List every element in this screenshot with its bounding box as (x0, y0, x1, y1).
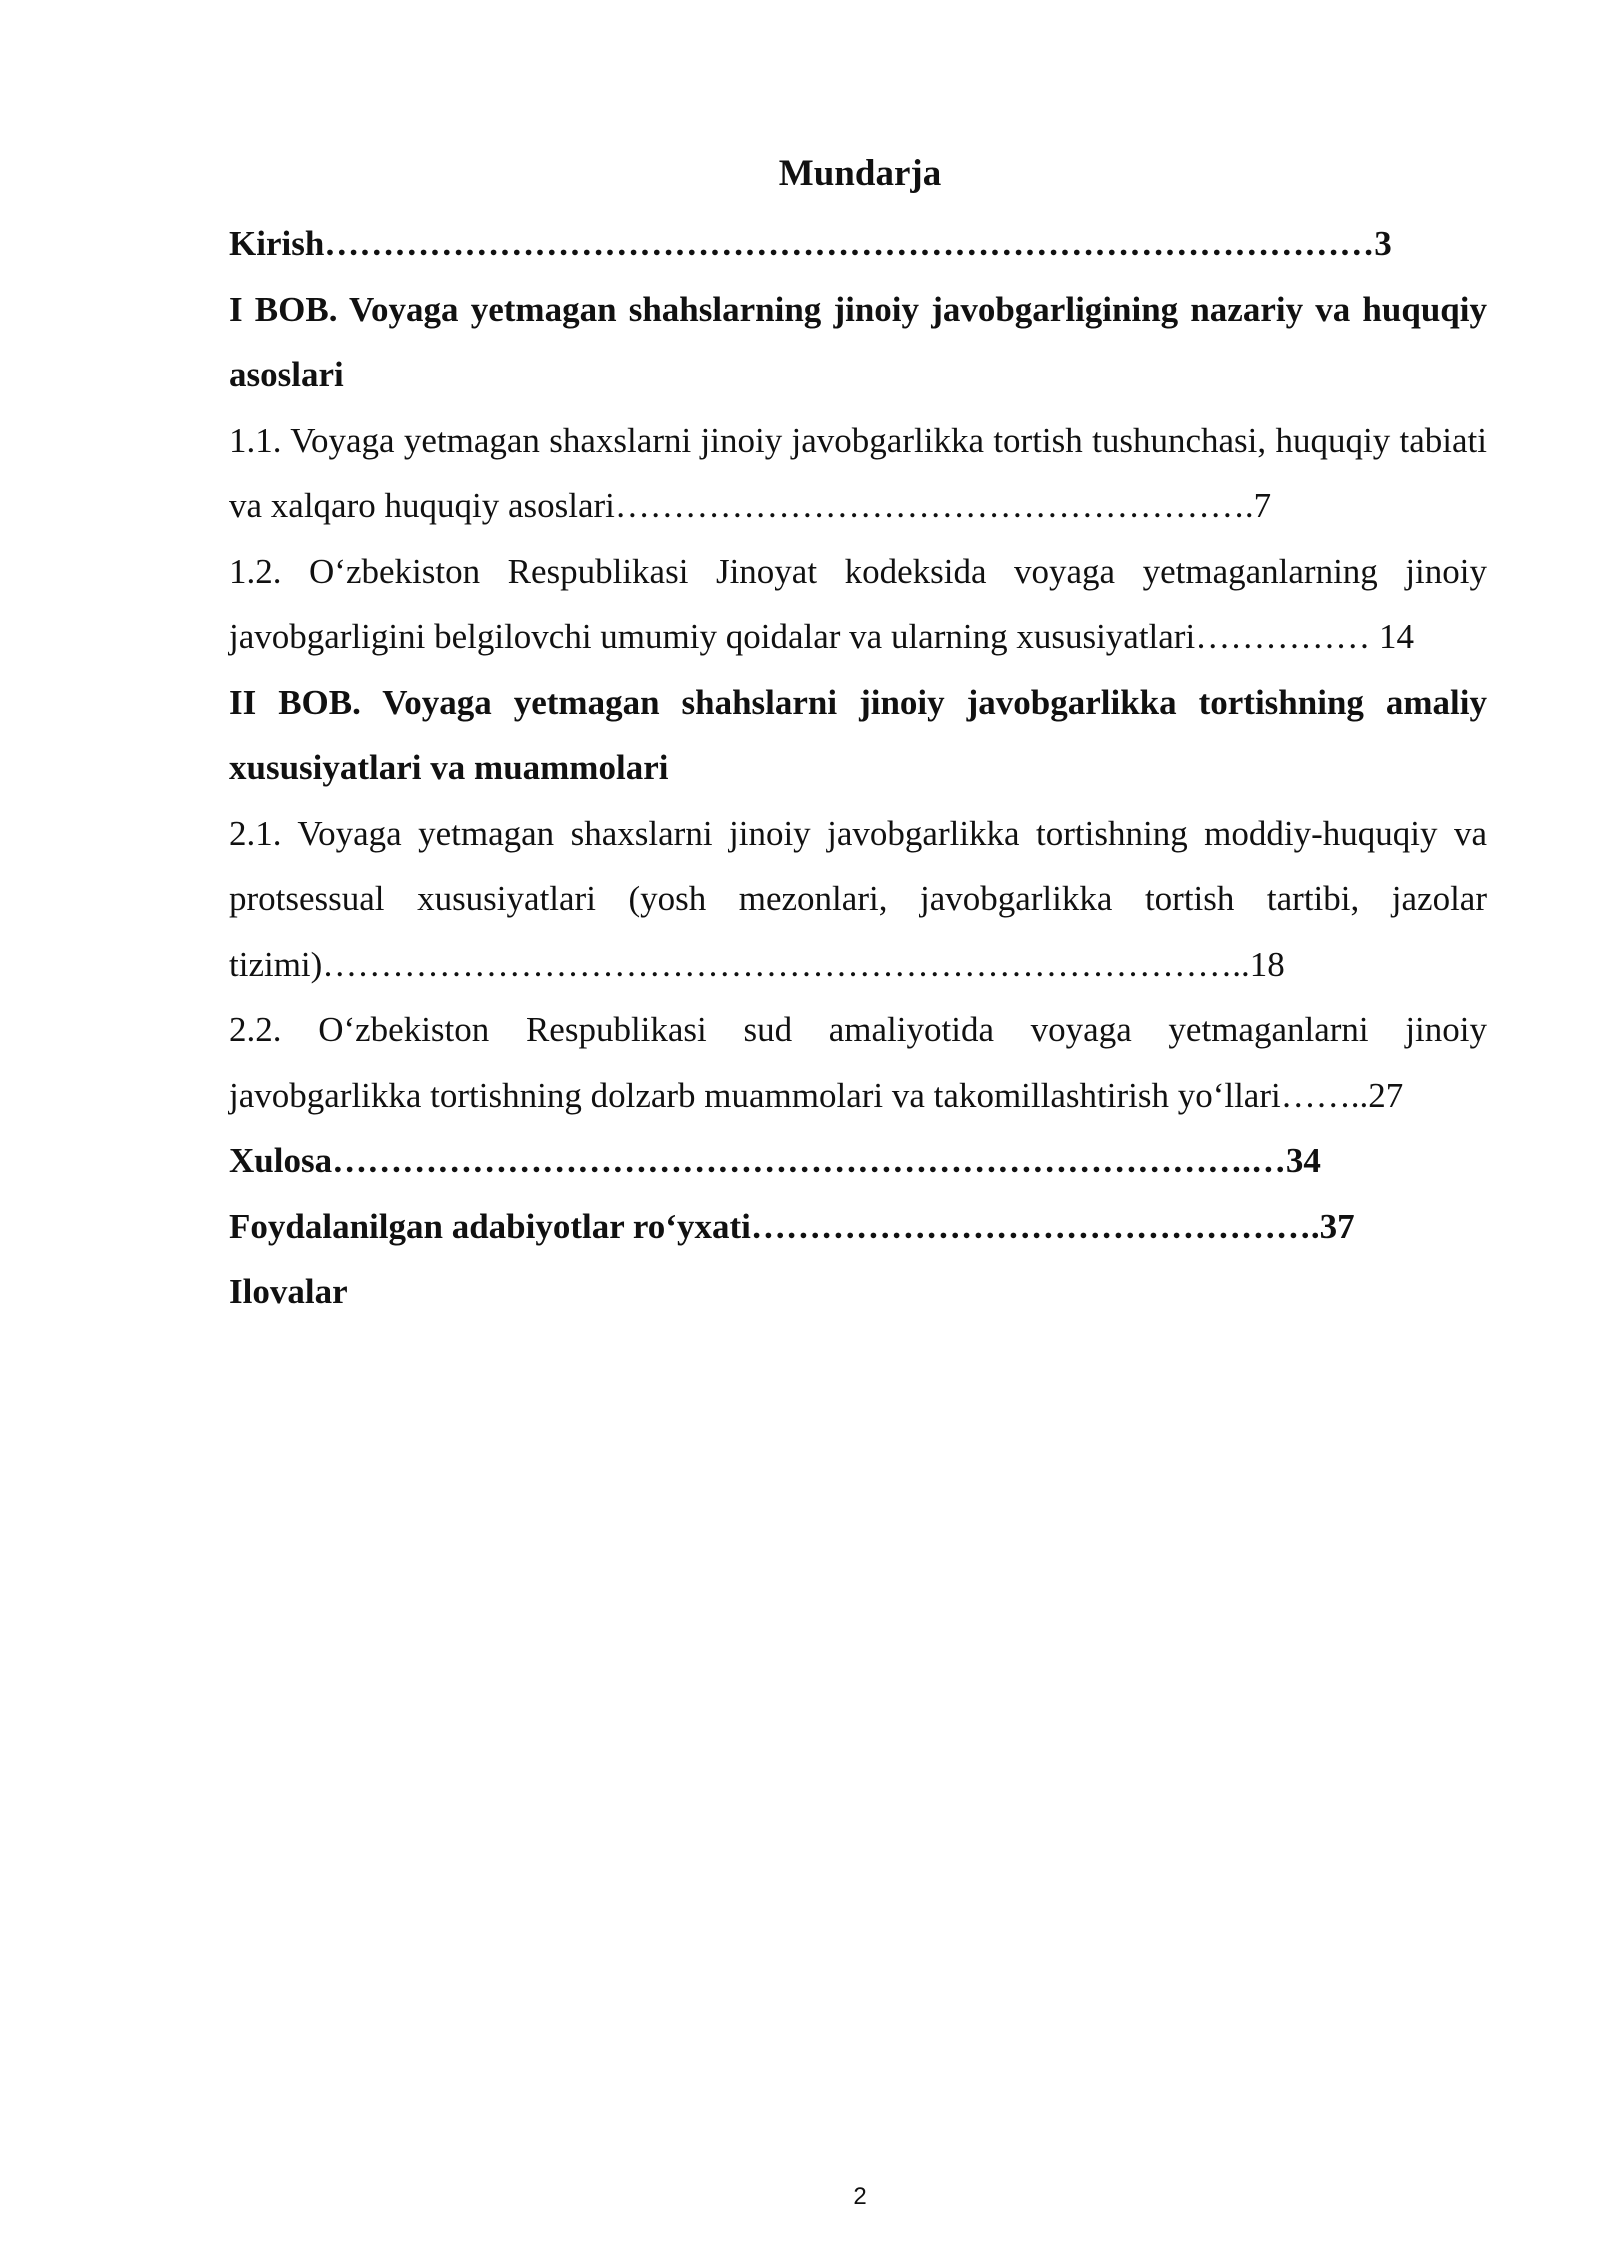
toc-entry-bibliography: Foydalanilgan adabiyotlar ro‘yxati………………………………………….37 (229, 1206, 1355, 1246)
page-number: 2 (853, 2183, 867, 2210)
toc-title: Mundarja (778, 153, 942, 194)
toc-chapter-1: I BOB. Voyaga yetmagan shahslarning jinoiy javobgarligining nazariy va huquqiy asoslari (229, 289, 1487, 394)
toc-entry-xulosa: Xulosa…………………………………………………………………….…34 (229, 1141, 1321, 1180)
toc-section-2-2: 2.2. O‘zbekiston Respublikasi sud amaliyotida voyaga yetmaganlarni jinoiy javobgarlikka tortishning dolzarb muammolari va takomillashtirish yo‘llari……..27 (229, 1010, 1487, 1115)
toc-section-2-1: 2.1. Voyaga yetmagan shaxslarni jinoiy javobgarlikka tortishning moddiy-huquqiy va protsessual xususiyatlari (yosh mezonlari, javobgarlikka tortish tartibi, jazolar tizimi)……………………………………………………………………..18 (229, 813, 1487, 984)
toc-section-1-1: 1.1. Voyaga yetmagan shaxslarni jinoiy javobgarlikka tortish tushunchasi, huquqiy tabiati va xalqaro huquqiy asoslari……………………………………………….7 (229, 420, 1487, 525)
toc-entry-appendices: Ilovalar (229, 1272, 348, 1311)
toc-section-1-2: 1.2. O‘zbekiston Respublikasi Jinoyat kodeksida voyaga yetmaganlarning jinoiy javobgarligini belgilovchi umumiy qoidalar va ularning xususiyatlari…………… 14 (229, 551, 1487, 656)
toc-chapter-2: II BOB. Voyaga yetmagan shahslarni jinoiy javobgarlikka tortishning amaliy xususiyatlari va muammolari (229, 682, 1487, 787)
table-of-contents (229, 211, 1487, 1325)
toc-entry-kirish: Kirish………………………………………………………………………………3 (229, 224, 1392, 263)
